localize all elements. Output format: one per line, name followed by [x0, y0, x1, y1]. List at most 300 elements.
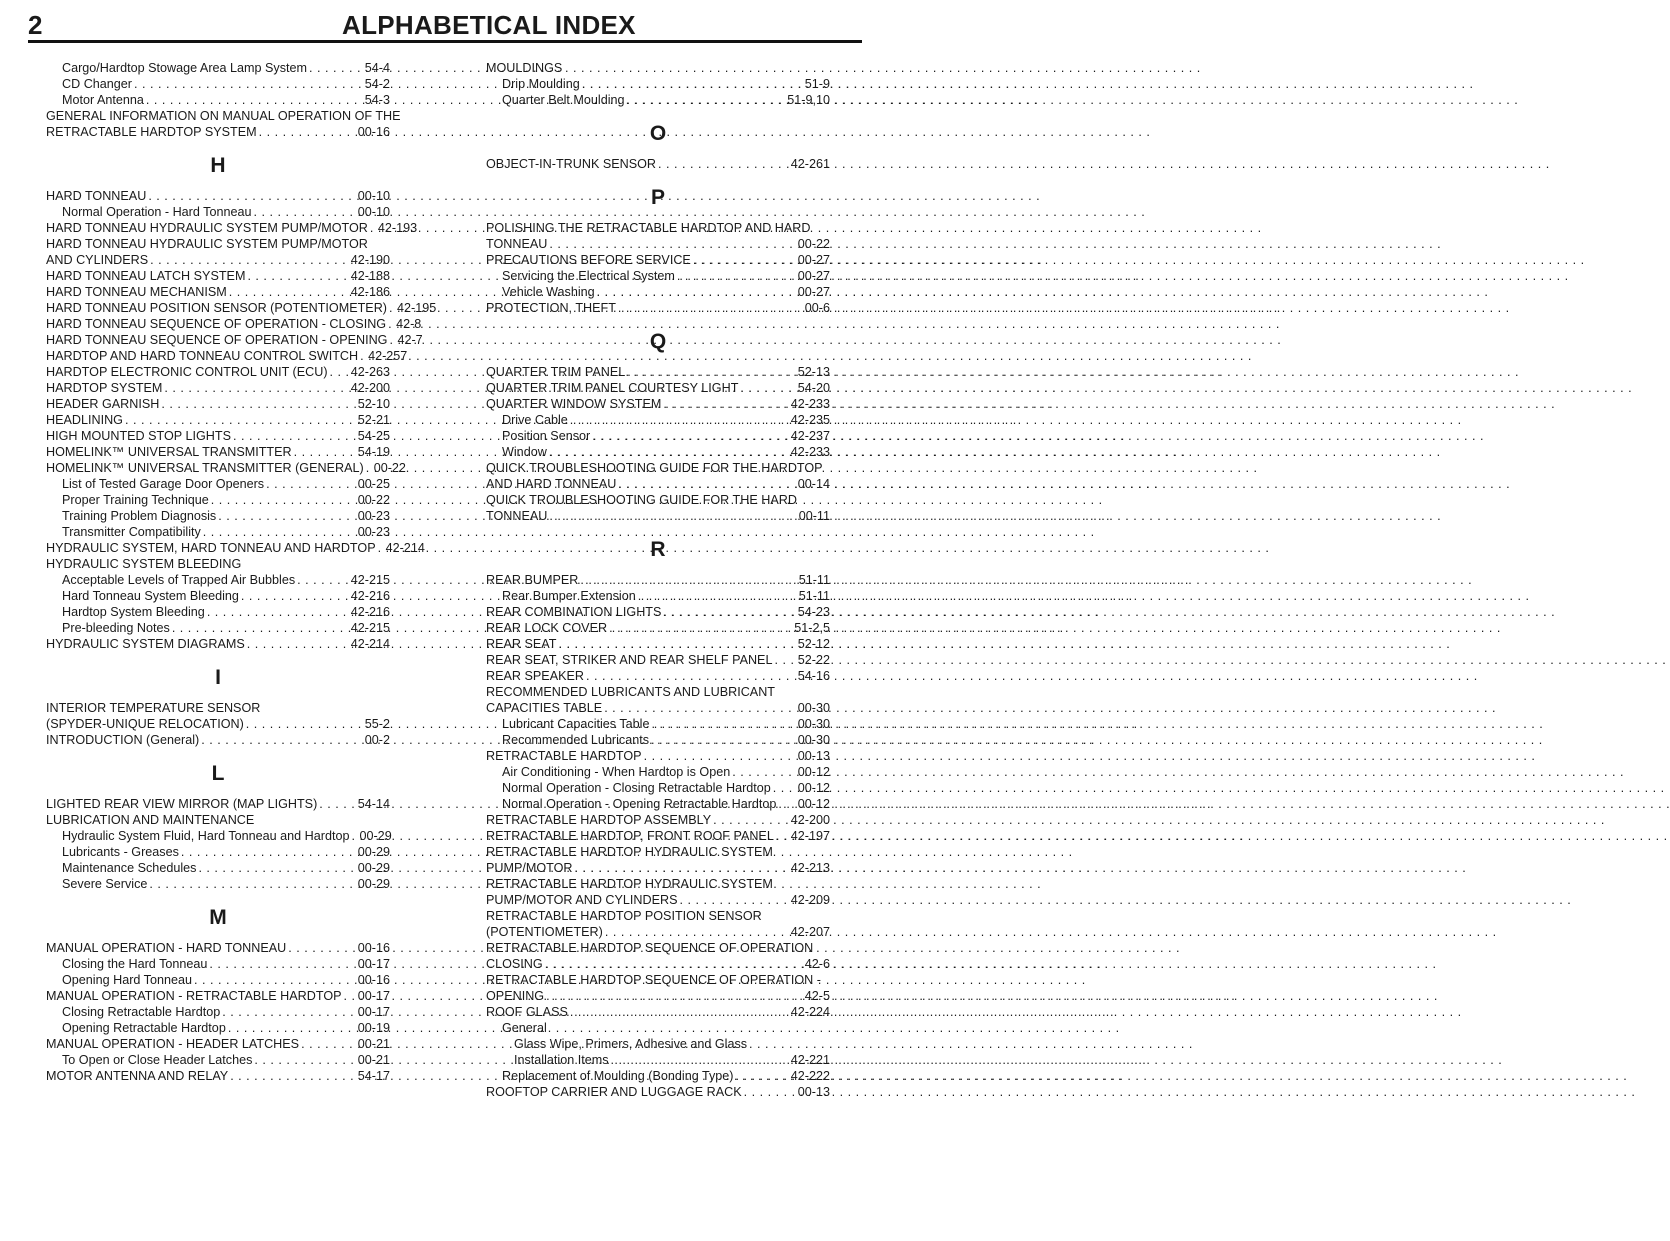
entry-page: 00-30	[797, 717, 830, 731]
dot-leader	[740, 380, 795, 396]
dot-leader	[360, 348, 366, 364]
dot-leader	[218, 508, 356, 524]
entry-page: 42-235	[790, 413, 830, 427]
entry-page: 00-27	[797, 269, 830, 283]
entry-title: TONNEAU	[486, 237, 548, 251]
index-heading-line: QUICK TROUBLESHOOTING GUIDE FOR THE HARD	[486, 493, 797, 507]
index-entry	[46, 460, 406, 476]
entry-page: 00-29	[359, 829, 392, 843]
index-entry	[46, 428, 390, 444]
dot-leader	[618, 476, 795, 492]
index-entry	[46, 412, 390, 428]
index-entry	[486, 396, 830, 412]
index-entry	[486, 588, 830, 604]
entry-title: Drive Cable	[502, 413, 568, 427]
entry-title: PRECAUTIONS BEFORE SERVICE	[486, 253, 691, 267]
index-entry	[46, 588, 390, 604]
dot-leader	[297, 572, 349, 588]
dot-leader	[148, 188, 355, 204]
dot-leader	[253, 204, 355, 220]
index-entry	[486, 236, 830, 252]
index-entry	[46, 332, 423, 348]
dot-leader	[586, 668, 796, 684]
entry-page: 00-29	[357, 861, 390, 875]
entry-page: 00-21	[357, 1053, 390, 1067]
index-entry	[46, 492, 390, 508]
entry-title: TONNEAU	[486, 509, 548, 523]
dot-leader	[778, 796, 795, 812]
index-entry	[486, 1052, 830, 1068]
index-entry	[486, 508, 830, 524]
index-heading-line: Glass Wipe, Primers, Adhesive and Glass	[514, 1037, 748, 1051]
entry-title: Closing the Hard Tonneau	[62, 957, 208, 971]
entry-title: AND CYLINDERS	[46, 253, 149, 267]
dot-leader	[611, 1052, 789, 1068]
dot-leader	[663, 604, 795, 620]
dot-leader	[627, 92, 786, 108]
index-entry	[46, 444, 390, 460]
dot-leader	[301, 1036, 356, 1052]
entry-page: 00-17	[357, 1005, 390, 1019]
index-entry	[486, 444, 830, 460]
index-entry	[486, 1004, 830, 1020]
index-entry	[486, 796, 830, 812]
dot-leader	[549, 444, 789, 460]
index-entry	[46, 1036, 390, 1052]
entry-title: MANUAL OPERATION - RETRACTABLE HARDTOP	[46, 989, 342, 1003]
entry-page: 51-9	[804, 77, 830, 91]
entry-page: 00-21	[357, 1037, 390, 1051]
entry-page: 00-23	[357, 525, 390, 539]
dot-leader	[680, 892, 789, 908]
dot-leader	[570, 1004, 789, 1020]
entry-title: Lubricants - Greases	[62, 845, 179, 859]
entry-page: 42-188	[350, 269, 390, 283]
index-entry	[486, 988, 830, 1004]
entry-title: OPENING	[486, 989, 545, 1003]
entry-page: 52-21	[357, 413, 390, 427]
entry-title: Maintenance Schedules	[62, 861, 197, 875]
index-entry	[46, 316, 422, 332]
entry-page: 00-12	[797, 781, 830, 795]
entry-title: To Open or Close Header Latches	[62, 1053, 253, 1067]
entry-page: 00-17	[357, 989, 390, 1003]
index-heading-line: POLISHING THE RETRACTABLE HARDTOP AND HARD	[486, 221, 811, 235]
index-entry	[46, 508, 390, 524]
entry-page: 42-186	[350, 285, 390, 299]
dot-leader	[663, 396, 788, 412]
index-entry	[46, 204, 390, 220]
entry-page: 00-10	[357, 205, 390, 219]
index-entry	[486, 428, 830, 444]
entry-page: 42-216	[350, 605, 390, 619]
page-title: ALPHABETICAL INDEX	[342, 10, 636, 40]
entry-page: 52-22	[797, 653, 830, 667]
index-entry	[46, 956, 390, 972]
index-heading-line: RETRACTABLE HARDTOP HYDRAULIC SYSTEM	[486, 877, 773, 891]
index-entry	[46, 844, 390, 860]
entry-page: 42-197	[790, 829, 830, 843]
page-header	[28, 6, 862, 42]
dot-leader	[370, 220, 376, 236]
section-letter: H	[210, 154, 226, 177]
dot-leader	[351, 828, 357, 844]
index-column-right	[486, 60, 830, 1100]
entry-page: 42-224	[790, 1005, 830, 1019]
entry-title: Hardtop System Bleeding	[62, 605, 205, 619]
entry-title: PUMP/MOTOR	[486, 861, 573, 875]
entry-page: 42-215	[350, 573, 390, 587]
entry-page: 42-214	[350, 637, 390, 651]
index-entry	[46, 60, 390, 76]
section-letter: M	[209, 906, 227, 929]
entry-title: Opening Hard Tonneau	[62, 973, 193, 987]
index-entry	[46, 1052, 390, 1068]
index-heading-line: HYDRAULIC SYSTEM BLEEDING	[46, 557, 242, 571]
dot-leader	[618, 300, 803, 316]
entry-title: Rear Bumper Extension	[502, 589, 636, 603]
entry-title: QUARTER TRIM PANEL	[486, 365, 626, 379]
entry-title: (SPYDER-UNIQUE RELOCATION)	[46, 717, 244, 731]
dot-leader	[266, 476, 356, 492]
section-letter: Q	[649, 330, 667, 353]
entry-title: LIGHTED REAR VIEW MIRROR (MAP LIGHTS)	[46, 797, 318, 811]
dot-leader	[545, 956, 803, 972]
dot-leader	[294, 444, 356, 460]
entry-title: Hydraulic System Fluid, Hard Tonneau and Hardtop	[62, 829, 350, 843]
index-entry	[46, 540, 425, 556]
entry-title: Normal Operation - Hard Tonneau	[62, 205, 252, 219]
entry-title: Position Sensor	[502, 429, 591, 443]
index-entry	[46, 716, 390, 732]
index-heading-line: LUBRICATION AND MAINTENANCE	[46, 813, 255, 827]
entry-page: 00-13	[797, 749, 830, 763]
entry-page: 00-16	[357, 125, 390, 139]
entry-page: 00-6	[804, 301, 830, 315]
entry-page: 54-2	[364, 77, 390, 91]
dot-leader	[164, 380, 348, 396]
entry-page: 42-222	[790, 1069, 830, 1083]
entry-page: 42-195	[397, 301, 437, 315]
entry-page: 42-8	[396, 317, 422, 331]
dot-leader	[125, 412, 356, 428]
entry-title: Installation Items	[514, 1053, 609, 1067]
entry-title: QUARTER TRIM PANEL COURTESY LIGHT	[486, 381, 739, 395]
dot-leader	[638, 588, 797, 604]
dot-leader	[319, 796, 356, 812]
index-entry	[486, 668, 830, 684]
dot-leader	[229, 284, 349, 300]
index-entry	[486, 380, 830, 396]
entry-title: MOTOR ANTENNA AND RELAY	[46, 1069, 229, 1083]
index-heading-line: MOULDINGS	[486, 61, 563, 75]
entry-page: 00-29	[357, 845, 390, 859]
index-entry	[46, 76, 390, 92]
dot-leader	[774, 652, 795, 668]
entry-title: PUMP/MOTOR AND CYLINDERS	[486, 893, 678, 907]
entry-title: RETRACTABLE HARDTOP SYSTEM	[46, 125, 257, 139]
dot-leader	[693, 252, 796, 268]
index-entry	[46, 124, 390, 140]
entry-page: 42-7	[397, 333, 423, 347]
index-entry	[46, 796, 390, 812]
entry-page: 42-257	[368, 349, 408, 363]
entry-page: 00-29	[357, 877, 390, 891]
dot-leader	[230, 1068, 356, 1084]
entry-title: ROOFTOP CARRIER AND LUGGAGE RACK	[486, 1085, 742, 1099]
entry-title: Normal Operation - Opening Retractable Hardtop	[502, 797, 777, 811]
dot-leader	[597, 284, 796, 300]
dot-leader	[776, 828, 789, 844]
entry-page: 42-190	[350, 253, 390, 267]
dot-leader	[233, 428, 356, 444]
dot-leader	[172, 620, 349, 636]
index-entry	[486, 476, 830, 492]
entry-title: HARDTOP ELECTRONIC CONTROL UNIT (ECU)	[46, 365, 328, 379]
dot-leader	[389, 332, 395, 348]
dot-leader	[247, 268, 348, 284]
entry-title: Air Conditioning - When Hardtop is Open	[502, 765, 731, 779]
entry-page: 00-22	[357, 493, 390, 507]
dot-leader	[604, 700, 796, 716]
index-entry	[46, 604, 390, 620]
index-entry	[46, 636, 390, 652]
dot-leader	[592, 428, 789, 444]
index-heading-line: GENERAL INFORMATION ON MANUAL OPERATION OF THE	[46, 109, 401, 123]
entry-title: MANUAL OPERATION - HEADER LATCHES	[46, 1037, 300, 1051]
index-entry	[486, 732, 830, 748]
index-entry	[486, 924, 830, 940]
entry-page: 42-209	[790, 893, 830, 907]
entry-page: 00-23	[357, 509, 390, 523]
entry-page: 00-13	[797, 1085, 830, 1099]
dot-leader	[366, 460, 372, 476]
section-letter: I	[215, 666, 221, 689]
entry-page: 52-10	[357, 397, 390, 411]
dot-leader	[203, 524, 356, 540]
dot-leader	[330, 364, 349, 380]
dot-leader	[181, 844, 356, 860]
index-entry	[486, 828, 830, 844]
entry-page: 54-16	[797, 669, 830, 683]
dot-leader	[134, 76, 363, 92]
index-entry	[486, 92, 830, 108]
entry-title: HARD TONNEAU	[46, 189, 147, 203]
dot-leader	[582, 76, 803, 92]
entry-title: HARDTOP SYSTEM	[46, 381, 163, 395]
entry-page: 00-17	[357, 957, 390, 971]
entry-title: OBJECT-IN-TRUNK SENSOR	[486, 157, 657, 171]
index-entry	[486, 284, 830, 300]
entry-title: Window	[502, 445, 547, 459]
dot-leader	[344, 988, 356, 1004]
index-entry	[486, 412, 830, 428]
entry-title: HYDRAULIC SYSTEM DIAGRAMS	[46, 637, 245, 651]
entry-page: 00-27	[797, 285, 830, 299]
index-entry	[486, 76, 830, 92]
index-heading-line: INTERIOR TEMPERATURE SENSOR	[46, 701, 261, 715]
dot-leader	[194, 972, 356, 988]
entry-page: 54-19	[357, 445, 390, 459]
entry-page: 42-263	[350, 365, 390, 379]
entry-title: HOMELINK™ UNIVERSAL TRANSMITTER	[46, 445, 292, 459]
entry-page: 00-2	[364, 733, 390, 747]
dot-leader	[209, 956, 355, 972]
entry-title: CAPACITIES TABLE	[486, 701, 603, 715]
entry-page: 54-25	[357, 429, 390, 443]
entry-page: 55-2	[364, 717, 390, 731]
dot-leader	[744, 1084, 796, 1100]
entry-page: 00-12	[797, 797, 830, 811]
section-letter: R	[650, 538, 666, 561]
entry-title: REAR COMBINATION LIGHTS	[486, 605, 662, 619]
dot-leader	[609, 620, 792, 636]
entry-page: 42-5	[804, 989, 830, 1003]
entry-page: 00-11	[798, 509, 830, 523]
entry-page: 00-22	[373, 461, 406, 475]
entry-title: Proper Training Technique	[62, 493, 209, 507]
entry-title: HARD TONNEAU SEQUENCE OF OPERATION - OPENING	[46, 333, 388, 347]
entry-title: HARDTOP AND HARD TONNEAU CONTROL SWITCH	[46, 349, 359, 363]
entry-title: HIGH MOUNTED STOP LIGHTS	[46, 429, 231, 443]
index-entry	[46, 828, 390, 844]
index-heading-line: QUICK TROUBLESHOOTING GUIDE FOR THE HARDTOP	[486, 461, 823, 475]
index-entry	[46, 92, 390, 108]
dot-leader	[549, 508, 796, 524]
entry-title: CLOSING	[486, 957, 543, 971]
index-heading-line: RETRACTABLE HARDTOP SEQUENCE OF OPERATION	[486, 941, 814, 955]
dot-leader	[259, 124, 356, 140]
index-entry	[46, 1068, 390, 1084]
index-entry	[486, 364, 830, 380]
entry-title: Training Problem Diagnosis	[62, 509, 217, 523]
entry-page: 51-9,10	[787, 93, 830, 107]
index-entry	[46, 988, 390, 1004]
entry-title: ROOF GLASS	[486, 1005, 568, 1019]
index-entry	[46, 572, 390, 588]
dot-leader	[288, 940, 356, 956]
index-entry	[486, 636, 830, 652]
entry-title: HOMELINK™ UNIVERSAL TRANSMITTER (GENERAL)	[46, 461, 364, 475]
entry-page: 00-30	[797, 701, 830, 715]
entry-title: HARD TONNEAU POSITION SENSOR (POTENTIOMETER)	[46, 301, 387, 315]
entry-title: (POTENTIOMETER)	[486, 925, 603, 939]
entry-title: List of Tested Garage Door Openers	[62, 477, 265, 491]
entry-page: 42-233	[790, 397, 830, 411]
entry-page: 00-14	[797, 477, 830, 491]
entry-page: 42-213	[790, 861, 830, 875]
entry-page: 00-16	[357, 973, 390, 987]
entry-title: REAR SPEAKER	[486, 669, 584, 683]
entry-page: 42-221	[790, 1053, 830, 1067]
entry-page: 42-237	[790, 429, 830, 443]
index-column-left	[46, 60, 437, 1084]
dot-leader	[558, 636, 795, 652]
index-entry	[46, 268, 390, 284]
dot-leader	[149, 876, 355, 892]
entry-page: 54-23	[797, 605, 830, 619]
entry-page: 42-207	[790, 925, 830, 939]
entry-title: REAR LOCK COVER	[486, 621, 608, 635]
entry-page: 54-14	[357, 797, 390, 811]
index-entry	[46, 396, 390, 412]
entry-page: 00-19	[357, 1021, 390, 1035]
entry-title: REAR BUMPER	[486, 573, 579, 587]
entry-page: 42-193	[377, 221, 418, 235]
index-entry	[46, 284, 390, 300]
dot-leader	[161, 396, 355, 412]
dot-leader	[627, 364, 796, 380]
index-entry	[486, 620, 830, 636]
dot-leader	[570, 412, 789, 428]
index-entry	[486, 716, 830, 732]
dot-leader	[201, 732, 363, 748]
entry-title: Transmitter Compatibility	[62, 525, 201, 539]
index-heading-line: RETRACTABLE HARDTOP POSITION SENSOR	[486, 909, 762, 923]
index-entry	[486, 1084, 830, 1100]
index-entry	[46, 476, 390, 492]
entry-title: Hard Tonneau System Bleeding	[62, 589, 239, 603]
index-entry	[46, 732, 390, 748]
entry-title: Servicing the Electrical System	[502, 269, 675, 283]
index-heading-line: HARD TONNEAU HYDRAULIC SYSTEM PUMP/MOTOR	[46, 237, 368, 251]
dot-leader	[736, 1068, 789, 1084]
dot-leader	[713, 812, 789, 828]
dot-leader	[549, 236, 795, 252]
entry-page: 42-216	[350, 589, 390, 603]
dot-leader	[146, 92, 363, 108]
section-letter: P	[650, 186, 665, 209]
entry-page: 00-22	[797, 237, 830, 251]
entry-page: 42-6	[804, 957, 830, 971]
entry-title: HEADLINING	[46, 413, 123, 427]
header-rule	[28, 40, 862, 43]
index-entry	[486, 812, 830, 828]
entry-title: Motor Antenna	[62, 93, 144, 107]
entry-title: HYDRAULIC SYSTEM, HARD TONNEAU AND HARDTOP	[46, 541, 376, 555]
section-letter: O	[649, 122, 667, 145]
index-entry	[486, 604, 830, 620]
dot-leader	[605, 924, 789, 940]
dot-leader	[241, 588, 349, 604]
index-entry	[486, 764, 830, 780]
index-entry	[46, 940, 390, 956]
entry-page: 54-3	[364, 93, 390, 107]
dot-leader	[211, 492, 356, 508]
dot-leader	[150, 252, 349, 268]
index-entry	[486, 652, 830, 668]
entry-title: Closing Retractable Hardtop	[62, 1005, 221, 1019]
entry-page: 42-261	[790, 157, 830, 171]
entry-page: 42-200	[350, 381, 390, 395]
dot-leader	[247, 636, 349, 652]
entry-title: Lubricant Capacities Table	[502, 717, 650, 731]
entry-title: Drip Moulding	[502, 77, 580, 91]
section-letter: L	[211, 762, 225, 785]
entry-page: 00-30	[797, 733, 830, 747]
dot-leader	[309, 60, 363, 76]
index-entry	[486, 252, 830, 268]
dot-leader	[246, 716, 363, 732]
index-entry	[486, 860, 830, 876]
entry-title: HARD TONNEAU HYDRAULIC SYSTEM PUMP/MOTOR	[46, 221, 368, 235]
dot-leader	[388, 316, 394, 332]
entry-page: 42-215	[350, 621, 390, 635]
dot-leader	[651, 732, 796, 748]
entry-title: Acceptable Levels of Trapped Air Bubbles	[62, 573, 296, 587]
dot-leader	[546, 988, 803, 1004]
dot-leader	[378, 540, 384, 556]
